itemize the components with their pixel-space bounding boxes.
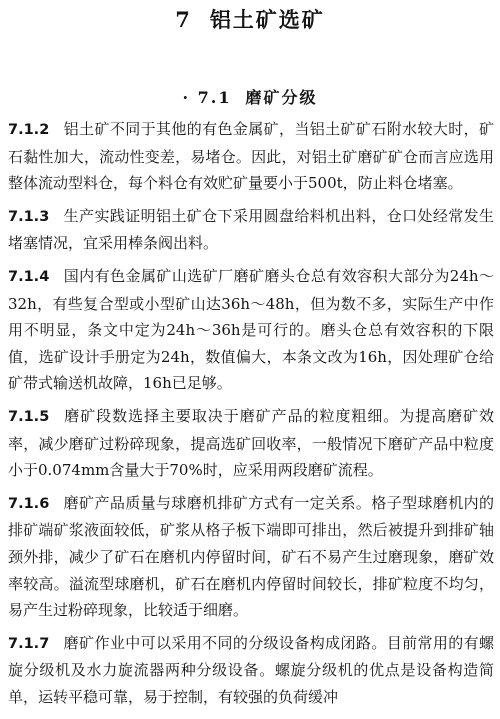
clause-text: 铝土矿不同于其他的有色金属矿，当铝土矿矿石附水较大时，矿石黏性加大，流动性变差，易堵仓。因此，对铝土矿磨矿矿仓而言应选用整体流动型料仓，每个料仓有效贮矿量要小于500t，防止料仓堵塞。	[8, 120, 494, 193]
clause-7-1-3	[8, 203, 494, 257]
clause-text: 磨矿作业中可以采用不同的分级设备构成闭路。目前常用的有螺旋分级机及水力旋流器两种分级设备。螺旋分级机的优点是设备构造简单，运转平稳可靠，易于控制，有较强的负荷缓冲	[8, 633, 494, 706]
chapter-title-text: 铝土矿选矿	[209, 7, 325, 32]
clause-number: 7.1.7	[8, 635, 50, 652]
clause-text: 国内有色金属矿山选矿厂磨矿磨头仓总有效容积大部分为24h～32h，有些复合型或小型矿山达36h～48h，但为数不多，实际生产中作用不明显，条文中定为24h～36h是可行的。磨头仓总有效容积的下限值，选矿设计手册定为24h，数值偏大，本条文改为16h，因处理矿仓给矿带式输送机故障，16h已足够。	[8, 266, 494, 393]
clause-number: 7.1.2	[8, 122, 50, 138]
clause-7-1-4	[8, 263, 494, 397]
clause-list	[8, 116, 494, 716]
clause-7-1-7	[8, 630, 494, 711]
clause-number: 7.1.3	[8, 208, 50, 225]
clause-7-1-2	[8, 116, 494, 197]
chapter-number: 7	[175, 7, 192, 32]
clause-7-1-5	[8, 403, 494, 484]
clause-text: 生产实践证明铝土矿仓下采用圆盘给料机出料，仓口处经常发生堵塞情况，宜采用棒条阀出料。	[8, 206, 494, 253]
clause-number: 7.1.5	[8, 408, 50, 425]
clause-text: 磨矿产品质量与球磨机排矿方式有一定关系。格子型球磨机内的排矿端矿浆液面较低，矿浆从格子板下端即可排出，然后被提升到排矿轴颈外排，减少了矿石在磨机内停留时间，矿石不易产生过磨现象，磨矿效率较高。溢流型球磨机，矿石在磨机内停留时间较长，排矿粒度不均匀，易产生过粉碎现象，比较适于细磨。	[8, 493, 494, 620]
clause-7-1-6	[8, 490, 494, 624]
chapter-title	[0, 4, 500, 34]
section-title	[0, 85, 500, 108]
section-number: · 7.1	[182, 88, 232, 107]
section-title-text: 磨矿分级	[245, 88, 318, 107]
clause-text: 磨矿段数选择主要取决于磨矿产品的粒度粗细。为提高磨矿效率，减少磨矿过粉碎现象，提高选矿回收率，一般情况下磨矿产品中粒度小于0.074mm含量大于70%时，应采用两段磨矿流程。	[8, 406, 494, 480]
clause-number: 7.1.6	[8, 495, 50, 512]
clause-number: 7.1.4	[8, 268, 50, 285]
